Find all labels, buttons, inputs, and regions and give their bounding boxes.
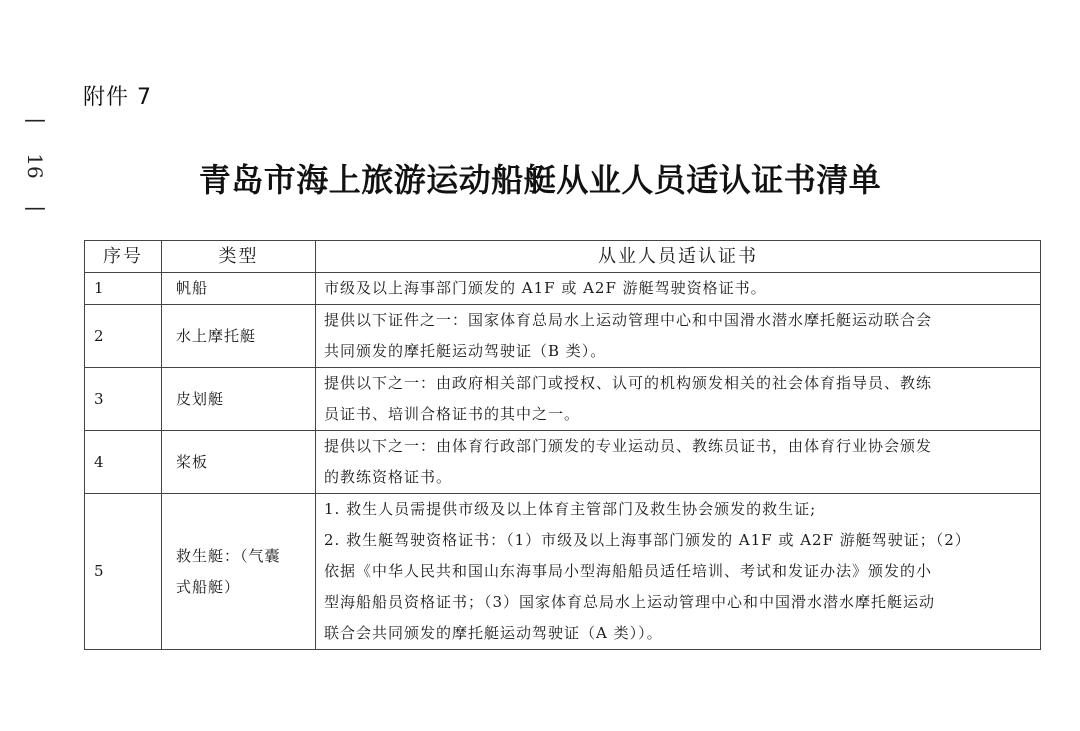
certificate-line: 2. 救生艇驾驶资格证书：（1）市级及以上海事部门颁发的 A1F 或 A2F 游艇驾驶证；（2）	[324, 531, 971, 549]
table-row	[85, 305, 1041, 368]
certificate-line: 共同颁发的摩托艇运动驾驶证（B 类）。	[324, 342, 607, 360]
certificate-line: 提供以下之一：由政府相关部门或授权、认可的机构颁发相关的社会体育指导员、教练	[324, 374, 933, 392]
certificate-line: 的教练资格证书。	[324, 468, 453, 486]
certificate-line: 员证书、培训合格证书的其中之一。	[324, 405, 581, 423]
row-seq: 4	[85, 431, 162, 494]
row-certificate	[316, 305, 1041, 368]
row-type: 桨板	[162, 431, 316, 494]
table-row	[85, 368, 1041, 431]
row-seq: 1	[85, 273, 162, 305]
certificate-line: 型海船船员资格证书；（3）国家体育总局水上运动管理中心和中国滑水潜水摩托艇运动	[324, 593, 936, 611]
certificate-line: 市级及以上海事部门颁发的 A1F 或 A2F 游艇驾驶资格证书。	[324, 279, 767, 297]
certificate-line: 提供以下之一：由体育行政部门颁发的专业运动员、教练员证书，由体育行业协会颁发	[324, 437, 933, 455]
certificate-line: 提供以下证件之一：国家体育总局水上运动管理中心和中国滑水潜水摩托艇运动联合会	[324, 311, 933, 329]
row-certificate	[316, 431, 1041, 494]
row-seq: 5	[85, 494, 162, 650]
header-type: 类型	[162, 241, 316, 273]
page-marker-dash-top: —	[24, 108, 46, 133]
certificate-line: 依据《中华人民共和国山东海事局小型海船船员适任培训、考试和发证办法》颁发的小	[324, 562, 933, 580]
page-number: 16	[23, 153, 47, 179]
certificate-table	[84, 240, 1041, 650]
row-certificate	[316, 368, 1041, 431]
row-certificate	[316, 273, 1041, 305]
row-type: 帆船	[162, 273, 316, 305]
row-type: 皮划艇	[162, 368, 316, 431]
attachment-label: 附件 7	[83, 85, 152, 110]
header-certificate: 从业人员适认证书	[316, 241, 1041, 273]
table-row	[85, 273, 1041, 305]
row-certificate	[316, 494, 1041, 650]
row-seq: 2	[85, 305, 162, 368]
row-type	[162, 494, 316, 650]
type-line: 救生艇：（气囊	[176, 546, 281, 565]
row-seq: 3	[85, 368, 162, 431]
certificate-line: 1. 救生人员需提供市级及以上体育主管部门及救生协会颁发的救生证;	[324, 500, 817, 518]
row-type: 水上摩托艇	[162, 305, 316, 368]
table-row	[85, 431, 1041, 494]
header-seq: 序号	[85, 241, 162, 273]
type-line: 式船艇）	[176, 577, 241, 596]
certificate-line: 联合会共同颁发的摩托艇运动驾驶证（A 类））。	[324, 624, 663, 642]
table-header-row	[85, 241, 1041, 273]
document-title: 青岛市海上旅游运动船艇从业人员适认证书清单	[198, 161, 882, 199]
page-marker-dash-bottom: —	[24, 196, 46, 221]
table-row	[85, 494, 1041, 650]
